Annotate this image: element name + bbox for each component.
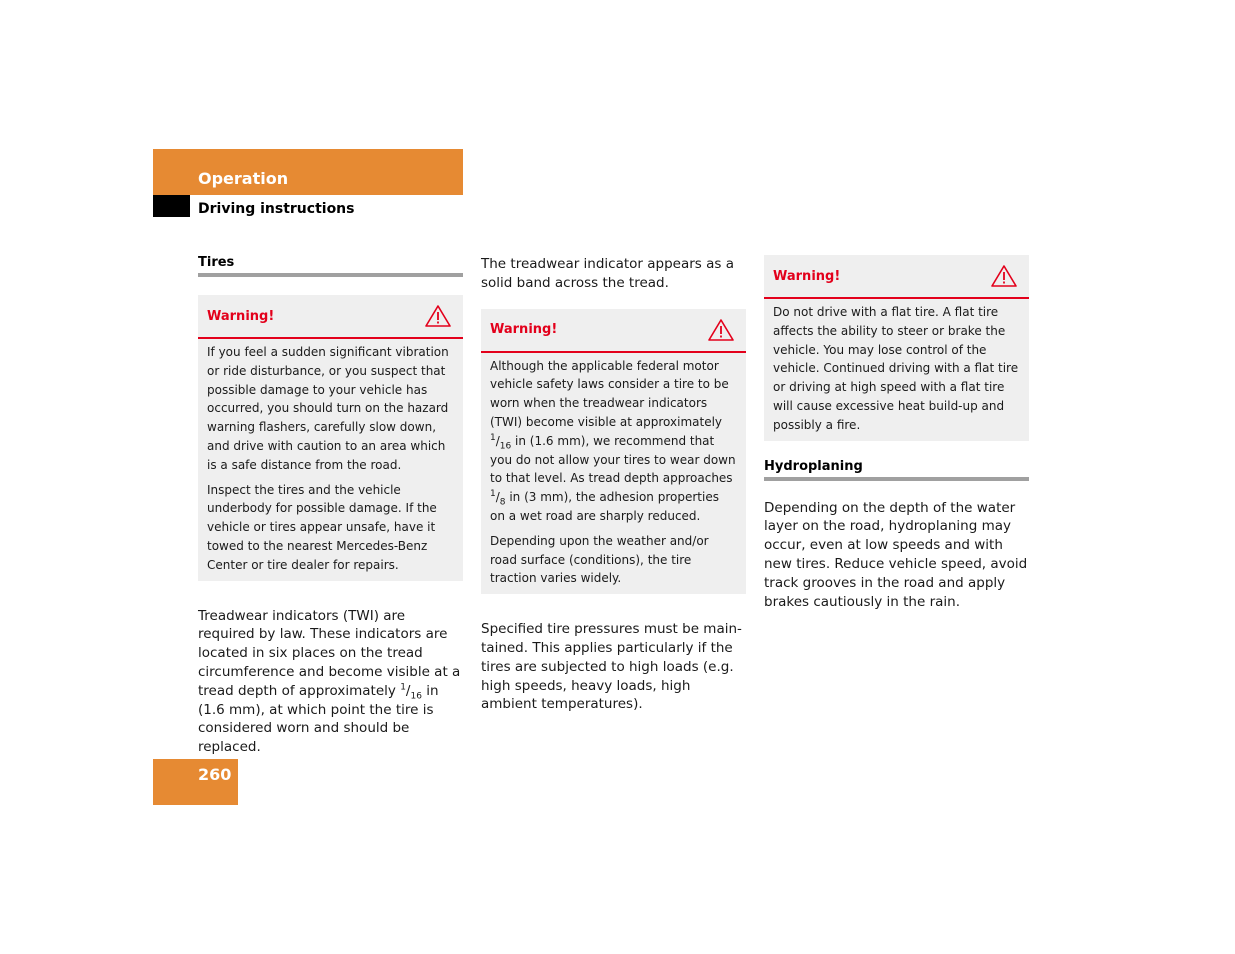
warning-title: Warning! bbox=[207, 308, 275, 324]
tires-heading: Tires bbox=[198, 255, 463, 277]
column-2 bbox=[481, 255, 746, 714]
body-text: Treadwear indicators (TWI) are required by law. These indicators are located in six places on the tread circumference and become visible at a tread depth of approximately $^1/_{16}$ in (1.6 mm), at which point the tire is considered worn and should be replaced. bbox=[198, 607, 461, 756]
warning-paragraph: Do not drive with a flat tire. A flat tire affects the ability to steer or brake the vehicle. You may lose control of the vehicle. Continued driving with a flat tire or driving at high speed with a flat tire will cause excessive heat build-up and possibly a fire. bbox=[773, 305, 1019, 432]
hydroplaning-heading: Hydroplaning bbox=[764, 459, 1029, 481]
header-marker bbox=[153, 195, 190, 217]
column-3 bbox=[764, 255, 1029, 611]
warning-body bbox=[481, 353, 746, 595]
warning-title: Warning! bbox=[490, 322, 558, 338]
warning-triangle-icon bbox=[425, 305, 451, 327]
intro-text: The treadwear indicator appears as a solid band across the tread. bbox=[481, 256, 735, 291]
warning-triangle-icon bbox=[991, 265, 1017, 287]
warning-header bbox=[764, 255, 1029, 299]
warning-body bbox=[764, 299, 1029, 441]
warning-paragraph: Depending upon the weather and/or road surface (conditions), the tire traction varies widely. bbox=[490, 533, 709, 586]
warning-box bbox=[481, 309, 746, 595]
warning-box bbox=[764, 255, 1029, 441]
warning-body bbox=[198, 339, 463, 581]
subsection-title: Driving instructions bbox=[198, 201, 355, 217]
warning-paragraph: If you feel a sudden significant vibration or ride disturbance, or you suspect that possible damage to your vehicle has occurred, you should turn on the hazard warning flashers, carefully slow down, and drive with caution to an area which is a safe distance from the road. bbox=[207, 345, 449, 472]
warning-paragraph: Although the applicable federal motor vehicle safety laws consider a tire to be worn when the treadwear indicators (TWI) become visible at approximately $^1/_{16}$ in (1.6 mm), we recommend that you do not allow your tires to wear down to that level. As tread depth approaches $^1/_8$ in (3 mm), the adhesion properties on a wet road are sharply reduced. bbox=[490, 358, 736, 523]
section-title: Operation bbox=[198, 169, 289, 188]
warning-triangle-icon bbox=[708, 319, 734, 341]
warning-header bbox=[198, 295, 463, 339]
page-number: 260 bbox=[198, 765, 232, 784]
body-text: Depending on the depth of the water layer on the road, hydroplaning may occur, even at low speeds and with new tires. Reduce vehicle speed, avoid track grooves in the road and apply brakes cautiously in the rain. bbox=[764, 499, 1028, 610]
body-text: Specified tire pressures must be maintained. This applies particularly if the tires are subjected to high loads (e.g. high speeds, heavy loads, high ambient temperatures). bbox=[481, 621, 742, 713]
warning-title: Warning! bbox=[773, 268, 841, 284]
warning-paragraph: Inspect the tires and the vehicle underbody for possible damage. If the vehicle or tires appear unsafe, have it towed to the nearest Mercedes-Benz Center or tire dealer for repairs. bbox=[207, 482, 437, 572]
warning-header bbox=[481, 309, 746, 353]
warning-box bbox=[198, 295, 463, 581]
column-1 bbox=[198, 255, 463, 757]
